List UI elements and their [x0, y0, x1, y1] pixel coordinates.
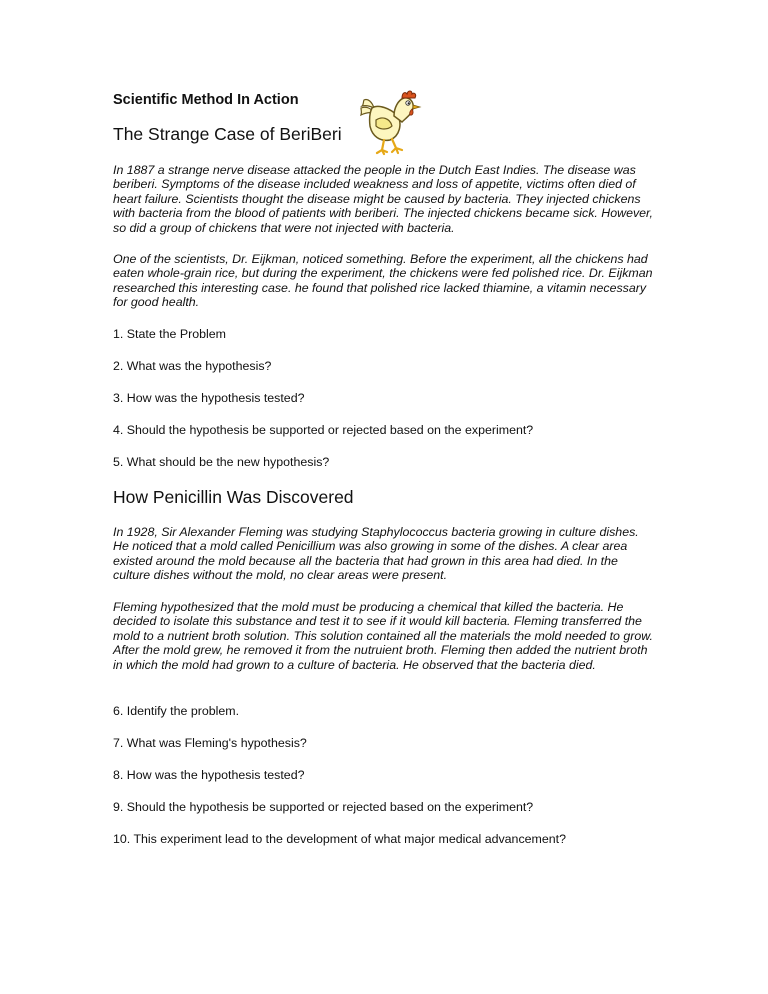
section-heading-penicillin: How Penicillin Was Discovered — [113, 487, 354, 507]
page-title: Scientific Method In Action — [113, 92, 299, 108]
question-3: 3. How was the hypothesis tested? — [113, 391, 305, 405]
paragraph-beriberi-1: In 1887 a strange nerve disease attacked the people in the Dutch East Indies. The disease was beriberi. Symptoms of the disease included weakness and loss of appetite, victims often died of heart failure. Scientists thought the disease might be caused by bacteria. They injected chickens with bacteria from the blood of patients with beriberi. The injected chickens became sick. However, so did a group of chickens that were not injected with bacteria. — [113, 163, 653, 235]
question-4: 4. Should the hypothesis be supported or rejected based on the experiment? — [113, 423, 534, 437]
question-2: 2. What was the hypothesis? — [113, 359, 272, 373]
question-7: 7. What was Fleming's hypothesis? — [113, 736, 307, 750]
question-1: 1. State the Problem — [113, 327, 226, 341]
question-9: 9. Should the hypothesis be supported or rejected based on the experiment? — [113, 800, 534, 814]
paragraph-penicillin-1: In 1928, Sir Alexander Fleming was studying Staphylococcus bacteria growing in culture dishes. He noticed that a mold called Penicillium was also growing in some of the dishes. A clear area existed around the mold because all the bacteria that had grown in this area had died. In the culture dishes without the mold, no clear areas were present. — [113, 525, 639, 583]
question-10: 10. This experiment lead to the development of what major medical advancement? — [113, 832, 566, 846]
question-8: 8. How was the hypothesis tested? — [113, 768, 305, 782]
paragraph-penicillin-2: Fleming hypothesized that the mold must be producing a chemical that killed the bacteria. He decided to isolate this substance and test it to see if it would kill bacteria. Fleming transferred the mold to a nutrient broth solution. This solution contained all the materials the mold needed to grow. After the mold grew, he removed it from the nutruient broth. Fleming then added the nutrient broth in which the mold had grown to a culture of bacteria. He observed that the bacteria died. — [113, 600, 653, 672]
chicken-icon — [358, 86, 424, 156]
question-6: 6. Identify the problem. — [113, 704, 240, 718]
question-5: 5. What should be the new hypothesis? — [113, 455, 330, 469]
paragraph-beriberi-2: One of the scientists, Dr. Eijkman, noticed something. Before the experiment, all the chickens had eaten whole-grain rice, but during the experiment, the chickens were fed polished rice. Dr. Eijkman researched this interesting case. he found that polished rice lacked thiamine, a vitamin necessary for good health. — [113, 252, 653, 310]
section-heading-beriberi: The Strange Case of BeriBeri — [113, 124, 342, 144]
